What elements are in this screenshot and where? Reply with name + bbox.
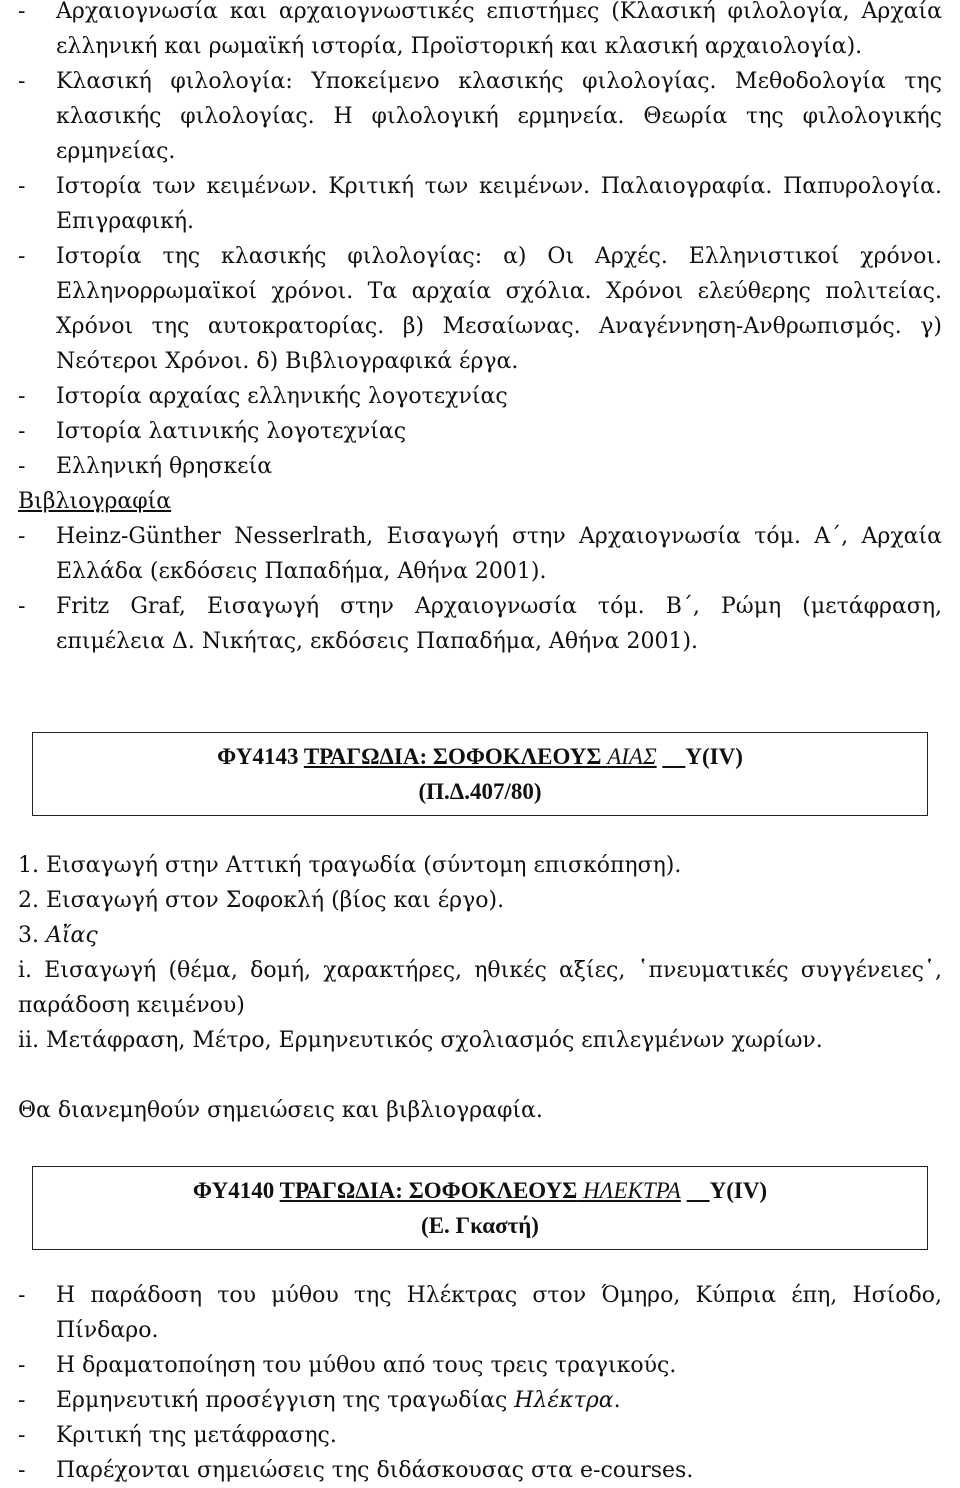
course-type: Υ(IV) xyxy=(709,1178,768,1203)
list-item: - Αρχαιογνωσία και αρχαιογνωστικές επιστήμες (Κλασική φιλολογία, Αρχαία ελληνική και ρωμαϊκή ιστορία, Προϊστορική και κλασική αρχαιολογία). xyxy=(18,0,942,64)
dash-marker: - xyxy=(18,1353,26,1378)
course-instructor: (Ε. Γκαστή) xyxy=(421,1213,539,1238)
list-item: - Ιστορία των κειμένων. Κριτική των κειμένων. Παλαιογραφία. Παπυρολογία. Επιγραφική. xyxy=(18,169,942,239)
list-item: - Κλασική φιλολογία: Υποκείμενο κλασικής φιλολογίας. Μεθοδολογία της κλασικής φιλολογίας. Η φιλολογική ερμηνεία. Θεωρία της φιλολογικής ερμηνείας. xyxy=(18,64,942,169)
course-type: Υ(IV) xyxy=(685,744,743,769)
bibliography-item: - Heinz-Günther Nesserlrath, Εισαγωγή στην Αρχαιογνωσία τόμ. Α΄, Αρχαία Ελλάδα (εκδόσεις Παπαδήμα, Αθήνα 2001). xyxy=(18,519,942,589)
dash-marker: - xyxy=(18,524,26,549)
list-item: - Η παράδοση του μύθου της Ηλέκτρας στον Όμηρο, Κύπρια έπη, Ησίοδο, Πίνδαρο. xyxy=(18,1278,942,1348)
course-work: ΗΛΕΚΤΡΑ xyxy=(583,1178,681,1203)
dash-marker: - xyxy=(18,1388,26,1413)
course1-item-i: i. Εισαγωγή (θέμα, δομή, χαρακτήρες, ηθικές αξίες, ῾πνευματικές συγγένειες῾, παράδοση κειμένου) xyxy=(18,958,942,1018)
dash-marker: - xyxy=(18,0,26,24)
spacer xyxy=(18,1058,942,1093)
course2-list xyxy=(18,1278,942,1488)
dash-marker: - xyxy=(18,594,26,619)
list-item: - Κριτική της μετάφρασης. xyxy=(18,1418,942,1453)
course-type-underlined xyxy=(687,1178,710,1203)
course-code: ΦΥ4140 xyxy=(192,1178,275,1203)
dash-marker: - xyxy=(18,419,26,444)
course1-note: Θα διανεμηθούν σημειώσεις και βιβλιογραφία. xyxy=(18,1098,543,1123)
course-label: ΤΡΑΓΩΔΙΑ: ΣΟΦΟΚΛΕΟΥΣ ΗΛΕΚΤΡΑ xyxy=(279,1178,681,1203)
dash-marker: - xyxy=(18,1458,26,1483)
dash-marker: - xyxy=(18,1283,26,1308)
course1-body xyxy=(18,848,942,1128)
course1-line-3: 3. Αἴας xyxy=(18,923,98,948)
dash-marker: - xyxy=(18,69,26,94)
list-item: - Ιστορία λατινικής λογοτεχνίας xyxy=(18,414,942,449)
course-title-line xyxy=(33,1173,927,1208)
course-label: ΤΡΑΓΩΔΙΑ: ΣΟΦΟΚΛΕΟΥΣ ΑΙΑΣ xyxy=(303,744,657,769)
course1-line-1: 1. Εισαγωγή στην Αττική τραγωδία (σύντομη επισκόπηση). xyxy=(18,853,682,878)
bibliography-item: - Fritz Graf, Εισαγωγή στην Αρχαιογνωσία τόμ. Β΄, Ρώμη (μετάφραση, επιμέλεια Δ. Νικήτας, εκδόσεις Παπαδήμα, Αθήνα 2001). xyxy=(18,589,942,659)
dash-marker: - xyxy=(18,384,26,409)
course-type-underlined xyxy=(662,744,685,769)
list-item: - Η δραματοποίηση του μύθου από τους τρεις τραγικούς. xyxy=(18,1348,942,1383)
course1-item-ii: ii. Μετάφραση, Μέτρο, Ερμηνευτικός σχολιασμός επιλεγμένων χωρίων. xyxy=(18,1028,823,1053)
list-item: - Ερμηνευτική προσέγγιση της τραγωδίας Ηλέκτρα. xyxy=(18,1383,942,1418)
dash-marker: - xyxy=(18,454,26,479)
course-work: ΑΙΑΣ xyxy=(607,744,657,769)
list-item: - Ιστορία αρχαίας ελληνικής λογοτεχνίας xyxy=(18,379,942,414)
course-title-box xyxy=(32,732,928,816)
dash-marker: - xyxy=(18,174,26,199)
course1-line-2: 2. Εισαγωγή στον Σοφοκλή (βίος και έργο). xyxy=(18,888,505,913)
dash-marker: - xyxy=(18,1423,26,1448)
bibliography-heading: Βιβλιογραφία xyxy=(18,489,172,514)
course-title-box xyxy=(32,1166,928,1250)
list-item: - Ελληνική θρησκεία xyxy=(18,449,942,484)
course-code: ΦΥ4143 xyxy=(217,744,299,769)
course-instructor: (Π.Δ.407/80) xyxy=(418,779,542,804)
list-item: - Ιστορία της κλασικής φιλολογίας: α) Οι Αρχές. Ελληνιστικοί χρόνοι. Ελληνορρωμαϊκοί χρόνοι. Τα αρχαία σχόλια. Χρόνοι ελεύθερης πολιτείας. Χρόνοι της αυτοκρατορίας. β) Μεσαίωνας. Αναγέννηση-Ανθρωπισμός. γ) Νεότεροι Χρόνοι. δ) Βιβλιογραφικά έργα. xyxy=(18,239,942,379)
list-item: - Παρέχονται σημειώσεις της διδάσκουσας στα e-courses. xyxy=(18,1453,942,1488)
dash-marker: - xyxy=(18,244,26,269)
course-title-line xyxy=(33,739,927,774)
topics-list xyxy=(18,0,942,659)
